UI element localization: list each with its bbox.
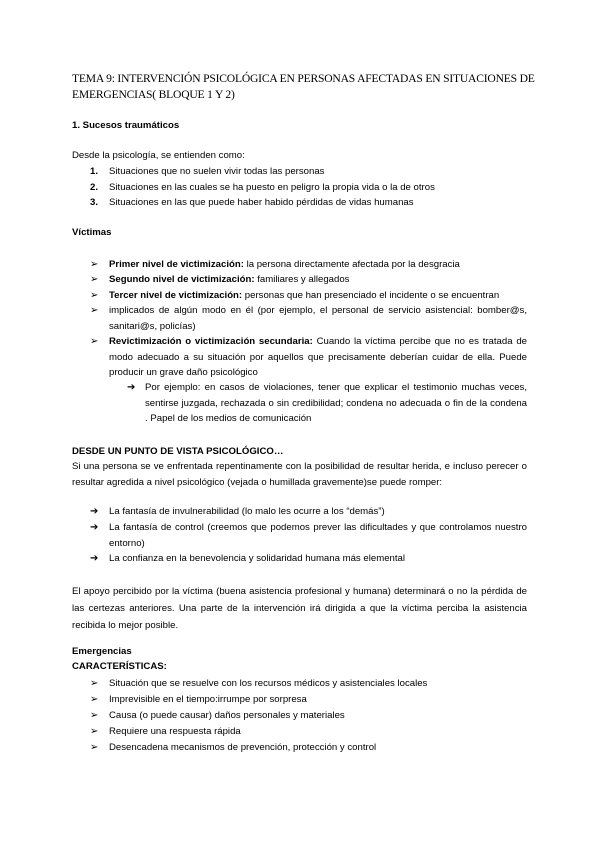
list-item: Revictimización o victimización secundaria: Cuando la víctima percibe que no es tratada de modo adecuado a su situación por aquellos que precisamente deberían cuidar de ella. Puede producir un grave daño psicológico [109,336,528,378]
subheading-caracteristicas: CARACTERÍSTICAS: [72,661,167,672]
paragraph: El apoyo percibido por la víctima (buena asistencia profesional y humana) determinará o no la pérdida de las certezas anteriores. Una parte de la intervención irá dirigida a que la víctima perciba la asistencia recibida lo mejor posible. [72,586,527,631]
sub-list-item: Por ejemplo: en casos de violaciones, tener que explicar el testimonio muchas veces, sentirse juzgada, rechazada o sin credibilidad; condena no adecuada o fin de la condena . Papel de los medios de comunicación [145,382,527,424]
section-heading-psicologico: DESDE UN PUNTO DE VISTA PSICOLÓGICO… [72,446,284,457]
paragraph: Si una persona se ve enfrentada repentinamente con la posibilidad de resultar herida, e incluso perecer o resultar agredida a nivel psicológico (vejada o humillada gravemente)se puede romper: [72,461,527,488]
arrow-right-icon: ➔ [90,506,99,517]
arrow-bullet-icon: ➢ [90,726,99,737]
section-intro: Desde la psicología, se entienden como: [72,150,245,161]
list-item: La fantasía de invulnerabilidad (lo malo les ocurre a los “demás”) [109,506,385,517]
list-item: Imprevisible en el tiempo:irrumpe por sorpresa [109,694,307,705]
section-heading-emergencias: Emergencias [72,646,132,657]
arrow-right-icon: ➔ [127,382,136,393]
list-item: La confianza en la benevolencia y solidaridad humana más elemental [109,553,405,564]
arrow-bullet-icon: ➢ [90,336,99,347]
list-item: Requiere una respuesta rápida [109,726,241,737]
arrow-bullet-icon: ➢ [90,678,99,689]
arrow-bullet-icon: ➢ [90,305,99,316]
arrow-bullet-icon: ➢ [90,290,99,301]
page-title: TEMA 9: INTERVENCIÓN PSICOLÓGICA EN PERSONAS AFECTADAS EN SITUACIONES DE EMERGENCIAS( BLOQUE 1 Y 2) [72,72,535,101]
list-item: Situaciones en las que puede haber habido pérdidas de vidas humanas [109,197,414,208]
section-heading-victimas: Víctimas [72,227,112,238]
list-item: Tercer nivel de victimización: personas que han presenciado el incidente o se encuentran [109,290,500,301]
arrow-bullet-icon: ➢ [90,259,99,270]
list-item: Segundo nivel de victimización: familiares y allegados [109,274,350,285]
list-number: 3. [90,197,99,208]
list-item: Situación que se resuelve con los recursos médicos y asistenciales locales [109,678,428,689]
list-item: Primer nivel de victimización: la persona directamente afectada por la desgracia [109,259,460,270]
term: Segundo nivel de victimización: [109,274,255,285]
term: Revictimización o victimización secundaria: [109,336,313,347]
list-item: Situaciones en las cuales se ha puesto en peligro la propia vida o la de otros [109,182,435,193]
section-heading-sucesos: 1. Sucesos traumáticos [72,120,180,131]
list-number: 2. [90,182,99,193]
term: Tercer nivel de victimización: [109,290,243,301]
list-item: Situaciones que no suelen vivir todas las personas [109,166,325,177]
list-item: La fantasía de control (creemos que podemos prever las dificultades y que controlamos nuestro entorno) [109,522,527,549]
term: Primer nivel de victimización: [109,259,244,270]
list-number: 1. [90,166,99,177]
arrow-bullet-icon: ➢ [90,742,99,753]
list-item: Desencadena mecanismos de prevención, protección y control [109,742,377,753]
arrow-bullet-icon: ➢ [90,710,99,721]
arrow-bullet-icon: ➢ [90,694,99,705]
list-item: Causa (o puede causar) daños personales y materiales [109,710,345,721]
list-item: implicados de algún modo en él (por ejemplo, el personal de servicio asistencial: bomber@s, sanitari@s, policías) [109,305,527,332]
arrow-right-icon: ➔ [90,522,99,533]
arrow-right-icon: ➔ [90,553,99,564]
arrow-bullet-icon: ➢ [90,274,99,285]
